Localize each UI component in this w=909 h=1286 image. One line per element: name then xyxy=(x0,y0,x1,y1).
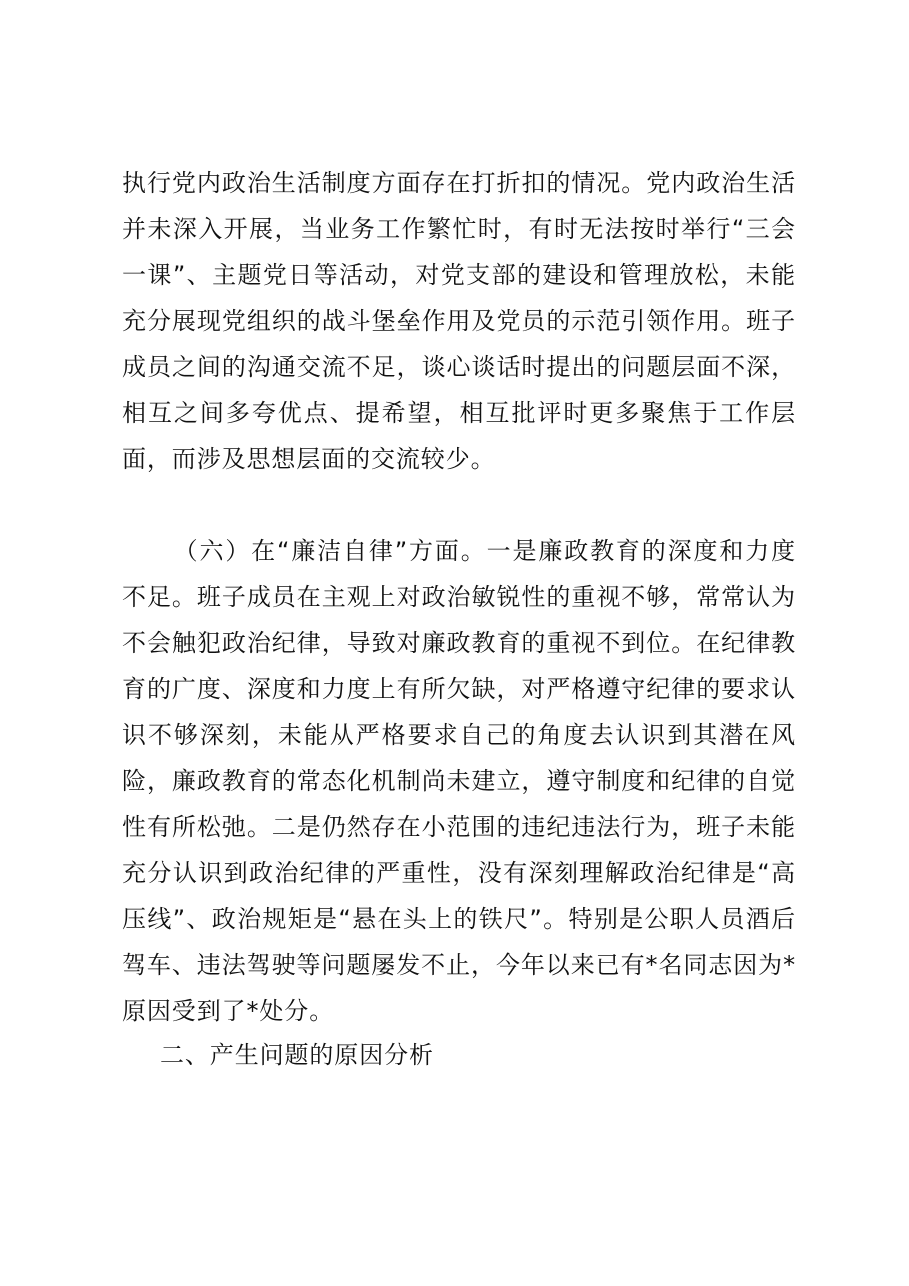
paragraph-party-life: 执行党内政治生活制度方面存在打折扣的情况。党内政治生活并未深入开展，当业务工作繁忙时，有时无法按时举行“三会一课”、主题党日等活动，对党支部的建设和管理放松，未能充分展现党组织的战斗堡垒作用及党员的示范引领作用。班子成员之间的沟通交流不足，谈心谈话时提出的问题层面不深，相互之间多夸优点、提希望，相互批评时更多聚焦于工作层面，而涉及思想层面的交流较少。 xyxy=(122,169,796,473)
paragraph-integrity-discipline: （六）在“廉洁自律”方面。一是廉政教育的深度和力度不足。班子成员在主观上对政治敏锐性的重视不够，常常认为不会触犯政治纪律，导致对廉政教育的重视不到位。在纪律教育的广度、深度和力度上有所欠缺，对严格遵守纪律的要求认识不够深刻，未能从严格要求自己的角度去认识到其潜在风险，廉政教育的常态化机制尚未建立，遵守制度和纪律的自觉性有所松弛。二是仍然存在小范围的违纪违法行为，班子未能充分认识到政治纪律的严重性，没有深刻理解政治纪律是“高压线”、政治规矩是“悬在头上的铁尺”。特别是公职人员酒后驾车、违法驾驶等问题屡发不止，今年以来已有*名同志因为*原因受到了*处分。 xyxy=(122,537,796,1025)
section-heading-cause-analysis: 二、产生问题的原因分析 xyxy=(160,1041,434,1069)
